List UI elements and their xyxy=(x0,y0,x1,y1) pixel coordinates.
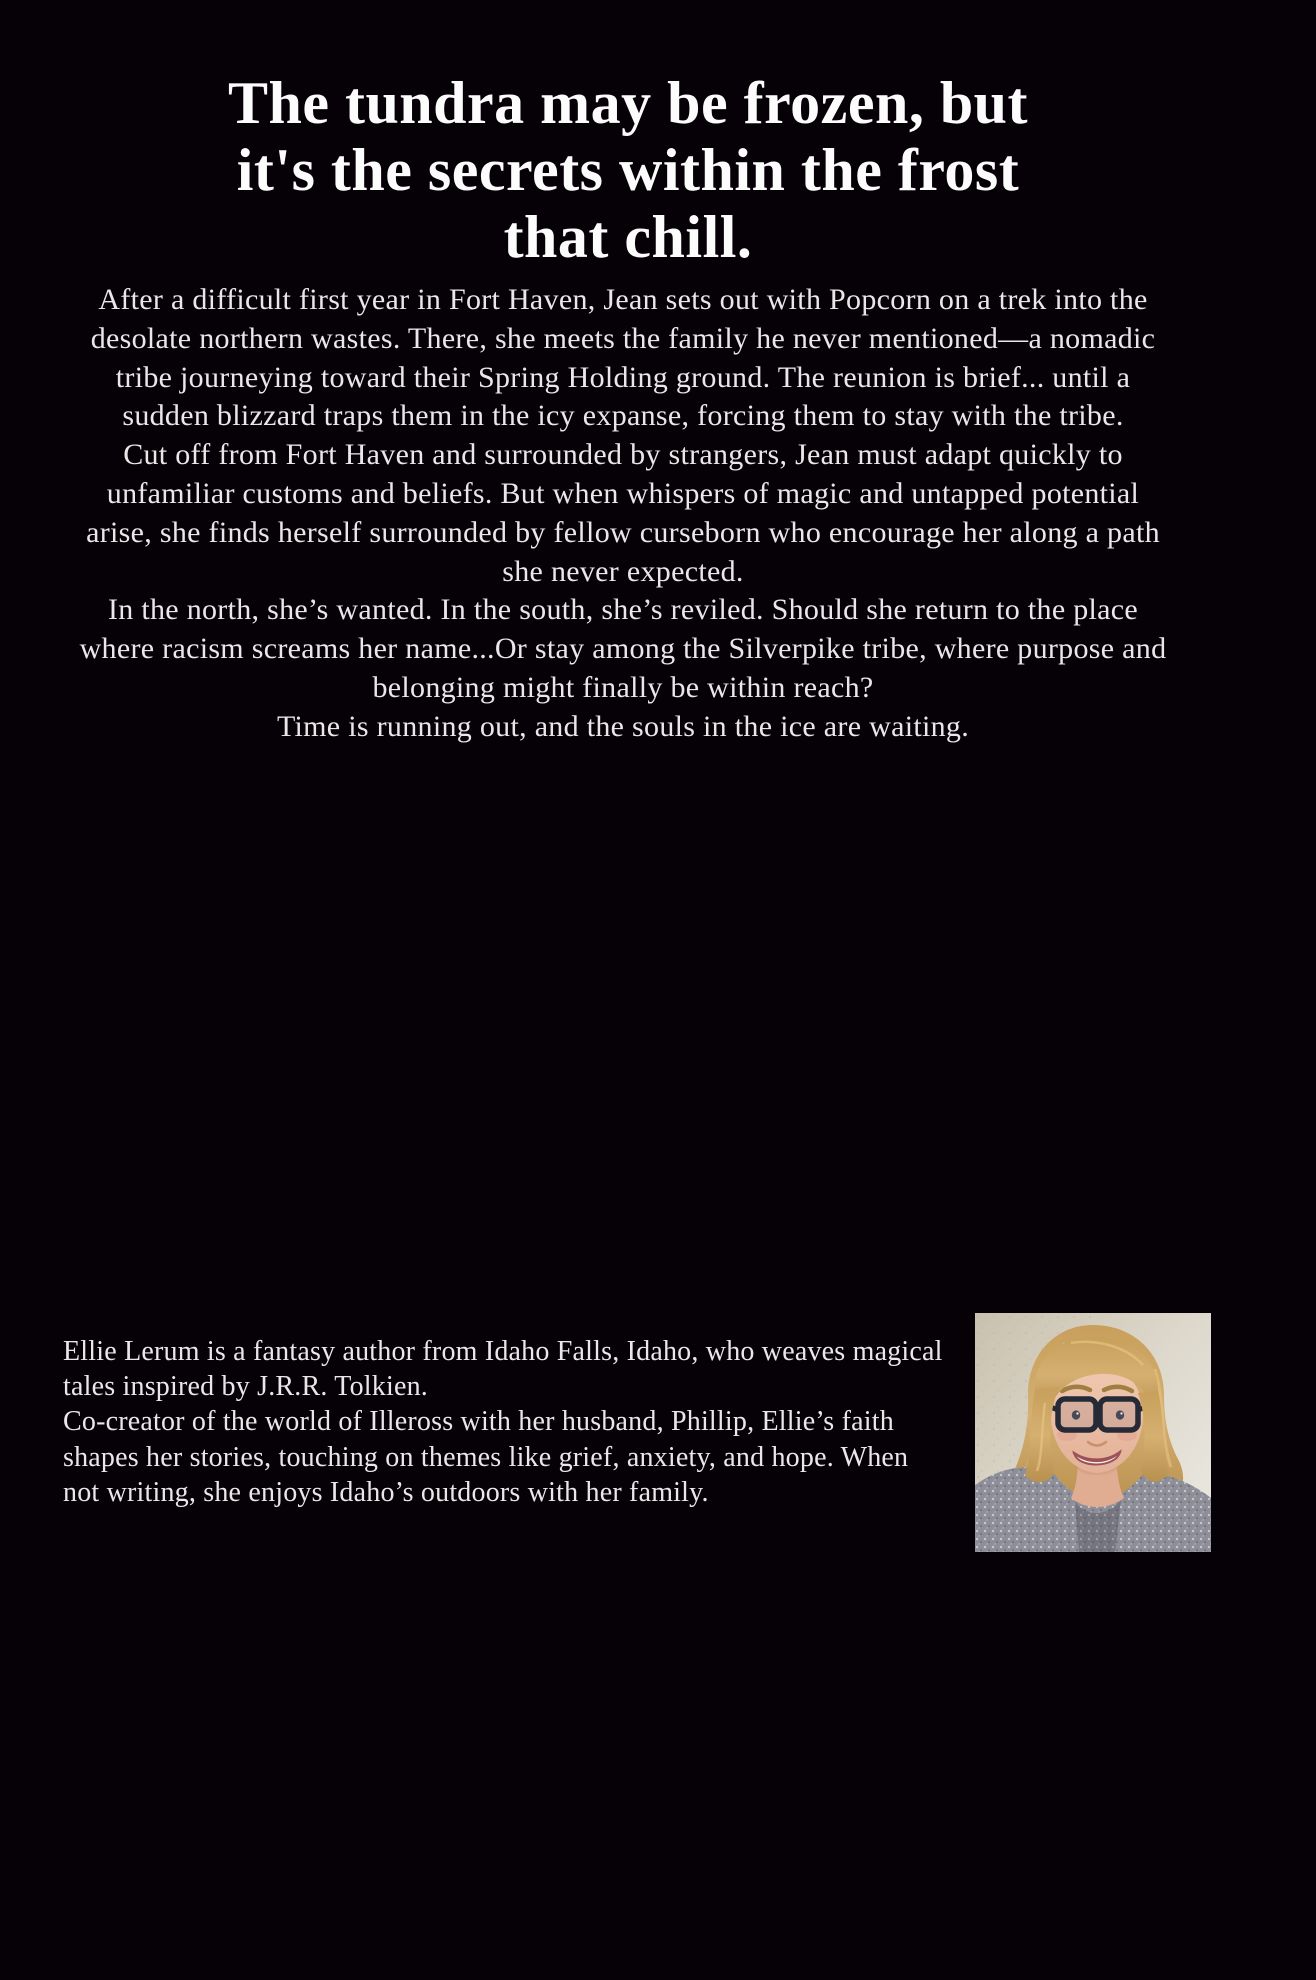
author-bio xyxy=(63,1334,943,1510)
synopsis xyxy=(78,281,1168,747)
tagline-line-2: it's the secrets within the frost xyxy=(236,137,1020,203)
tagline xyxy=(60,70,1196,271)
author-photo-illustration xyxy=(975,1313,1211,1552)
author-photo xyxy=(975,1313,1211,1552)
synopsis-paragraph: Cut off from Fort Haven and surrounded by strangers, Jean must adapt quickly to unfamiliar customs and beliefs. But when whispers of magic and untapped potential arise, she finds herself surrounded by fellow curseborn who encourage her along a path she never expected. xyxy=(86,438,1160,588)
synopsis-paragraph: In the north, she’s wanted. In the south, she’s reviled. Should she return to the place where racism screams her name...Or stay among the Silverpike tribe, where purpose and belonging might finally be within reach? xyxy=(79,593,1167,704)
author-bio-paragraph: Co-creator of the world of Illeross with her husband, Phillip, Ellie’s faith shapes her stories, touching on themes like grief, anxiety, and hope. When not writing, she enjoys Idaho’s outdoors with her family. xyxy=(63,1406,909,1508)
tagline-line-3: that chill. xyxy=(503,204,753,270)
synopsis-paragraph: After a difficult first year in Fort Haven, Jean sets out with Popcorn on a trek into the desolate northern wastes. There, she meets the family he never mentioned—a nomadic tribe journeying toward their Spring Holding ground. The reunion is brief... until a sudden blizzard traps them in the icy expanse, forcing them to stay with the tribe. xyxy=(90,283,1156,433)
synopsis-paragraph: Time is running out, and the souls in the ice are waiting. xyxy=(276,709,970,743)
glasses xyxy=(1043,1399,1153,1430)
author-bio-paragraph: Ellie Lerum is a fantasy author from Idaho Falls, Idaho, who weaves magical tales inspired by J.R.R. Tolkien. xyxy=(63,1336,943,1403)
tagline-line-1: The tundra may be frozen, but xyxy=(227,70,1029,136)
